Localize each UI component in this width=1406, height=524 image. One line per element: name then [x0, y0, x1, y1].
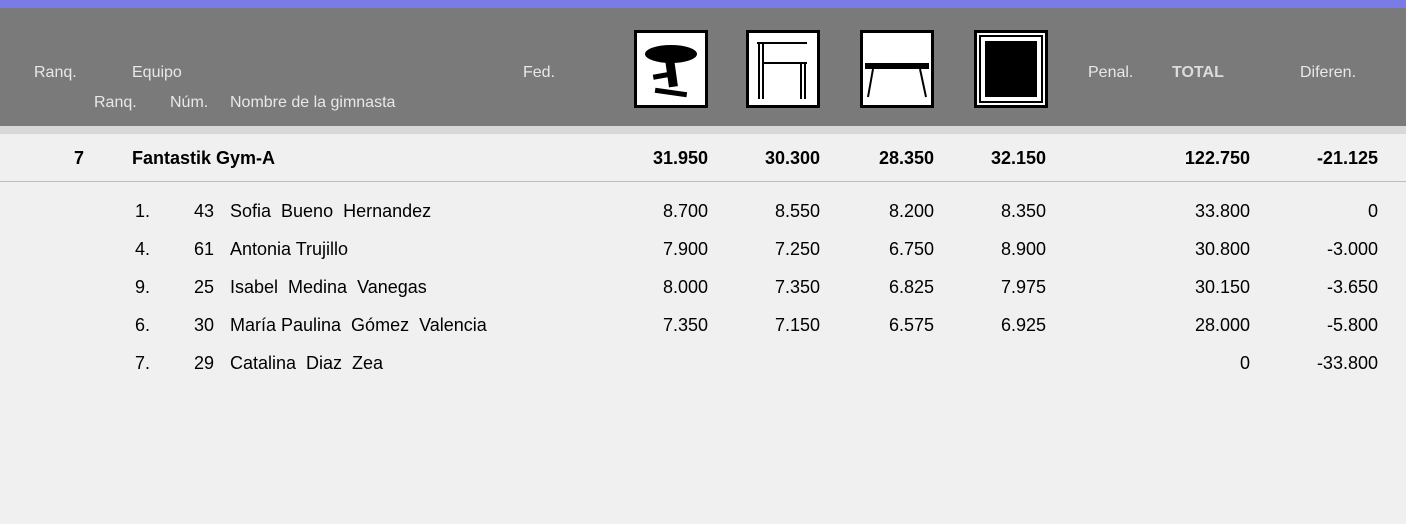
- gymnast-rank: 9.: [135, 277, 151, 297]
- gymnast-rank: 6.: [135, 315, 151, 335]
- bars-score: 7.150: [774, 315, 820, 335]
- gymnast-number: 61: [193, 239, 214, 259]
- team-floor-score: 32.150: [990, 148, 1046, 168]
- beam-score: 6.750: [888, 239, 934, 259]
- header-sub-rank: Ranq.: [94, 94, 137, 111]
- uneven-bars-icon: [746, 30, 820, 108]
- gymnast-total: 30.800: [1194, 239, 1250, 259]
- balance-beam-icon: [860, 30, 934, 108]
- gymnast-total: 28.000: [1194, 315, 1250, 335]
- vault-score: 7.900: [662, 239, 708, 259]
- gymnast-name: Sofia Bueno Hernandez: [230, 201, 432, 221]
- header-sub-num: Núm.: [170, 94, 209, 111]
- gymnast-diff: -33.800: [1316, 353, 1378, 373]
- gymnast-number: 30: [193, 315, 214, 335]
- gymnast-rank: 7.: [135, 353, 151, 373]
- floor-score: 7.975: [1000, 277, 1046, 297]
- header-team: Equipo: [132, 64, 182, 81]
- gymnast-name: Antonia Trujillo: [230, 239, 349, 259]
- bars-score: 7.350: [774, 277, 820, 297]
- vault-score: 8.000: [662, 277, 708, 297]
- vault-score: 7.350: [662, 315, 708, 335]
- floor-score: 6.925: [1000, 315, 1046, 335]
- header-total: TOTAL: [1172, 64, 1224, 81]
- gymnast-name: Catalina Diaz Zea: [230, 353, 384, 373]
- gymnast-number: 43: [193, 201, 214, 221]
- team-rank: 7: [74, 148, 85, 168]
- beam-score: 6.575: [888, 315, 934, 335]
- team-bars-score: 30.300: [764, 148, 820, 168]
- beam-score: 8.200: [888, 201, 934, 221]
- top-accent-bar: [0, 0, 1406, 8]
- gymnast-total: 33.800: [1194, 201, 1250, 221]
- gymnast-name: María Paulina Gómez Valencia: [230, 315, 487, 335]
- header-sub-name: Nombre de la gimnasta: [230, 94, 396, 111]
- gymnast-diff: 0: [1367, 201, 1378, 221]
- team-beam-score: 28.350: [878, 148, 934, 168]
- gymnast-list: [0, 182, 1406, 387]
- gymnast-row: [0, 235, 1406, 273]
- header-penal: Penal.: [1088, 64, 1134, 81]
- gymnast-rank: 4.: [135, 239, 151, 259]
- gymnast-row: [0, 197, 1406, 235]
- gymnast-rank: 1.: [135, 201, 151, 221]
- gymnast-row: [0, 273, 1406, 311]
- bars-score: 8.550: [774, 201, 820, 221]
- floor-score: 8.900: [1000, 239, 1046, 259]
- team-row: [0, 134, 1406, 182]
- floor-score: 8.350: [1000, 201, 1046, 221]
- header-separator: [0, 126, 1406, 134]
- vault-icon: [634, 30, 708, 108]
- team-total: 122.750: [1184, 148, 1250, 168]
- floor-icon: [974, 30, 1048, 108]
- gymnast-row: [0, 311, 1406, 349]
- team-vault-score: 31.950: [652, 148, 708, 168]
- gymnast-diff: -3.000: [1326, 239, 1378, 259]
- gymnast-name: Isabel Medina Vanegas: [230, 277, 427, 297]
- header-diff: Diferen.: [1300, 64, 1357, 81]
- vault-score: 8.700: [662, 201, 708, 221]
- header-fed: Fed.: [523, 64, 556, 81]
- results-header: [0, 8, 1406, 126]
- gymnast-diff: -3.650: [1326, 277, 1378, 297]
- gymnast-total: 30.150: [1194, 277, 1250, 297]
- team-name: Fantastik Gym-A: [132, 148, 276, 168]
- gymnast-number: 25: [193, 277, 214, 297]
- beam-score: 6.825: [888, 277, 934, 297]
- header-rank: Ranq.: [34, 64, 77, 81]
- bars-score: 7.250: [774, 239, 820, 259]
- team-diff: -21.125: [1316, 148, 1378, 168]
- gymnast-number: 29: [193, 353, 214, 373]
- gymnast-total: 0: [1239, 353, 1250, 373]
- gymnast-diff: -5.800: [1326, 315, 1378, 335]
- gymnast-row: [0, 349, 1406, 387]
